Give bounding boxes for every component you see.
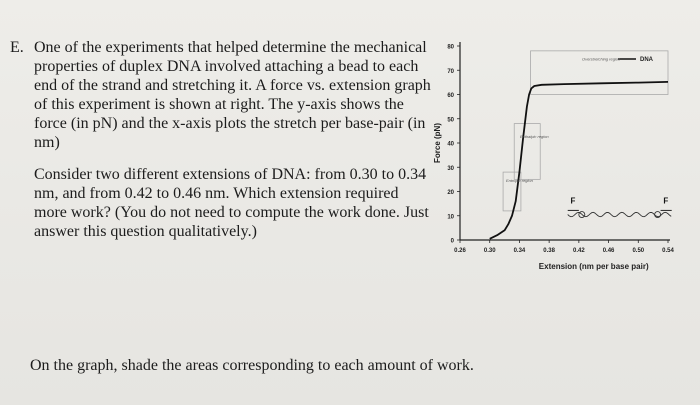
problem-e	[10, 38, 440, 241]
y-tick-label: 80	[447, 44, 454, 51]
problem-paragraph-1: One of the experiments that helped determine the mechanical properties of duplex DNA involved attaching a bead to each end of the strand and stretching it. A force vs. extension graph of this experiment is shown at right. The y-axis shows the force (in pN) and the x-axis plots the stretch per base-pair (in nm)	[34, 39, 431, 151]
x-axis-label: Extension (nm per base pair)	[538, 262, 649, 271]
region-boxes	[503, 51, 668, 211]
y-axis-label: Force (pN)	[433, 123, 442, 163]
plot-frame	[460, 42, 670, 240]
legend	[618, 57, 654, 63]
x-tick-label: 0.50	[632, 248, 645, 254]
force-extension-chart	[430, 30, 685, 285]
x-tick-label: 0.46	[602, 248, 615, 254]
y-tick-label: 50	[447, 117, 454, 124]
enthalpic-region-box	[514, 124, 540, 180]
x-tick-label: 0.26	[454, 248, 466, 254]
y-tick-label: 70	[447, 68, 454, 75]
instruction-text: On the graph, shade the areas corresponding to each amount of work.	[30, 357, 474, 374]
bead-strand-sketch	[568, 210, 672, 217]
x-tick-label: 0.42	[573, 248, 585, 254]
x-tick-label: 0.38	[543, 248, 555, 254]
problem-letter: E.	[10, 39, 24, 56]
problem-body	[34, 38, 434, 241]
x-tick-label: 0.54	[662, 248, 674, 254]
x-ticks	[454, 240, 674, 254]
force-label: F	[663, 196, 669, 206]
problem-paragraph-2: Consider two different extensions of DNA: from 0.30 to 0.34 nm, and from 0.42 to 0.46 nm. Which extension required more work? (You do not need to compute the work done. Just answer this question qualitatively.)	[34, 166, 429, 240]
region-label: Entropic region	[505, 177, 533, 183]
x-tick-label: 0.30	[483, 248, 496, 254]
legend-label-dna: DNA	[640, 57, 653, 63]
y-ticks	[447, 45, 460, 245]
dna-strand-wave	[568, 212, 672, 216]
force-label: F	[570, 196, 576, 206]
y-tick-label: 20	[447, 190, 454, 196]
region-label: Enthalpic region	[519, 134, 549, 140]
y-tick-label: 60	[447, 93, 454, 99]
y-tick-label: 10	[447, 214, 454, 221]
region-label: Overstretching region	[582, 56, 621, 62]
y-tick-label: 40	[447, 141, 454, 148]
x-tick-label: 0.34	[513, 248, 526, 254]
y-tick-label: 0	[450, 238, 454, 245]
y-tick-label: 30	[447, 165, 454, 172]
